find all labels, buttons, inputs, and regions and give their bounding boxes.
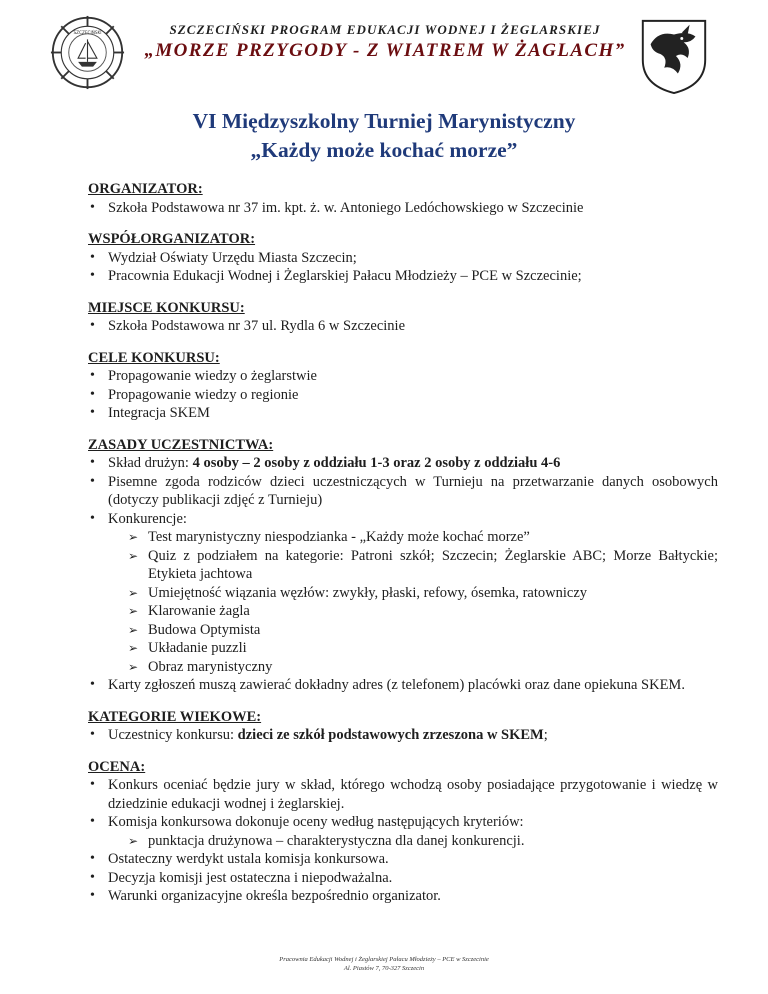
section-title: ZASADY UCZESTNICTWA: — [88, 436, 274, 453]
list-item: • Propagowanie wiedzy o żeglarstwie — [88, 367, 718, 386]
list-item: • Integracja SKEM — [88, 404, 718, 423]
section-title: OCENA: — [88, 758, 146, 775]
list-item: • Szkoła Podstawowa nr 37 im. kpt. ż. w. Antoniego Ledóchowskiego w Szczecinie — [88, 199, 718, 218]
list-item: • Ostateczny werdykt ustala komisja konkursowa. — [88, 850, 718, 869]
section-ocena — [88, 758, 718, 906]
list-item: • Decyzja komisji jest ostateczna i niepodważalna. — [88, 869, 718, 888]
program-name: SZCZECIŃSKI PROGRAM EDUKACJI WODNEJ I ŻEGLARSKIEJ — [169, 22, 601, 37]
team-composition-value: 4 osoby – 2 osoby z oddziału 1-3 oraz 2 osoby z oddziału 4-6 — [192, 455, 561, 471]
list-item: • Konkurs oceniać będzie jury w skład, którego wchodzą osoby posiadające przygotowanie i wiedzę w dziedzinie edukacji wodnej i żeglarskiej. — [88, 776, 718, 813]
sub-list-item: ➢ Obraz marynistyczny — [128, 658, 273, 675]
criteria-list — [108, 832, 718, 851]
arrow-icon: ➢ — [128, 530, 139, 544]
griffin-coat-of-arms-icon — [638, 17, 710, 95]
sub-list-item: ➢ Klarowanie żagla — [128, 603, 250, 619]
sub-list-item: ➢ Quiz z podziałem na kategorie: Patroni szkół; Szczecin; Żeglarskie ABC; Morze Bałtyckie; Etykieta jachtowa — [128, 547, 718, 582]
list-item: • Warunki organizacyjne określa bezpośrednio organizator. — [88, 887, 718, 906]
sub-list-item: ➢ Układanie puzzli — [128, 640, 247, 656]
arrow-icon: ➢ — [128, 659, 139, 674]
section-zasady — [88, 436, 718, 695]
competitions-label: Konkurencje: — [108, 510, 187, 527]
list-item: • Wydział Oświaty Urzędu Miasta Szczecin; — [88, 249, 718, 268]
title-line-1: VI Międzyszkolny Turniej Marynistyczny — [192, 109, 576, 133]
title-line-2: „Każdy może kochać morze” — [250, 138, 518, 162]
arrow-icon: ➢ — [128, 548, 139, 563]
sub-list-item: ➢ Umiejętność wiązania węzłów: zwykły, płaski, refowy, ósemka, ratowniczy — [128, 584, 588, 601]
document-title — [0, 107, 768, 165]
arrow-icon: ➢ — [128, 833, 139, 848]
list-item: • Karty zgłoszeń muszą zawierać dokładny adres (z telefonem) placówki oraz dane opiekuna SKEM. — [88, 676, 718, 695]
list-item: • Pracownia Edukacji Wodnej i Żeglarskiej Pałacu Młodzieży – PCE w Szczecinie; — [88, 267, 718, 286]
list-item: • Komisja konkursowa dokonuje oceny według następujących kryteriów: ➢ punktacja drużynowa – charakterystyczna dla danej konkurencji. — [88, 813, 718, 850]
program-motto: „MORZE PRZYGODY - Z WIATREM W ŻAGLACH” — [144, 40, 626, 61]
list-item — [88, 454, 718, 473]
sub-list-item: ➢ Budowa Optymista — [128, 621, 261, 638]
footer-line-1: Pracownia Edukacji Wodnej i Żeglarskiej Pałacu Młodzieży – PCE w Szczecinie — [279, 956, 489, 963]
competitions-list — [108, 528, 718, 676]
list-item: • Propagowanie wiedzy o regionie — [88, 386, 718, 405]
document-header — [0, 10, 768, 90]
section-kategorie — [88, 708, 718, 745]
section-title: ORGANIZATOR: — [88, 181, 203, 197]
team-composition-label: Skład drużyn: — [108, 455, 193, 471]
document-footer — [0, 955, 768, 973]
list-item: • Pisemne zgoda rodziców dzieci uczestniczących w Turnieju na przetwarzanie danych osobowych (dotyczy publikacji zdjęć z Turnieju) — [88, 473, 718, 510]
section-title: CELE KONKURSU: — [88, 349, 220, 366]
list-item — [88, 510, 718, 677]
footer-line-2: Al. Piastów 7, 70-327 Szczecin — [343, 965, 425, 972]
section-title: KATEGORIE WIEKOWE: — [88, 708, 262, 725]
section-organizator — [88, 180, 718, 217]
list-item: • Szkoła Podstawowa nr 37 ul. Rydla 6 w Szczecinie — [88, 317, 718, 336]
arrow-icon: ➢ — [128, 622, 139, 637]
sub-list-item: ➢ Test marynistyczny niespodzianka - „Każdy może kochać morze” — [128, 529, 530, 545]
section-title: WSPÓŁORGANIZATOR: — [88, 231, 256, 247]
sub-list-item: ➢ punktacja drużynowa – charakterystyczna dla danej konkurencji. — [128, 832, 525, 849]
arrow-icon: ➢ — [128, 585, 139, 600]
list-item: • Uczestnicy konkursu: dzieci ze szkół podstawowych zrzeszona w SKEM; — [88, 726, 718, 745]
ship-wheel-logo-icon — [50, 15, 125, 90]
arrow-icon: ➢ — [128, 641, 139, 655]
section-wspolorganizator — [88, 230, 718, 286]
svg-text:SZCZECIŃSKI: SZCZECIŃSKI — [73, 29, 102, 35]
section-miejsce — [88, 299, 718, 336]
arrow-icon: ➢ — [128, 604, 139, 618]
document-body — [88, 180, 718, 919]
section-cele — [88, 349, 718, 423]
section-title: MIEJSCE KONKURSU: — [88, 299, 245, 316]
